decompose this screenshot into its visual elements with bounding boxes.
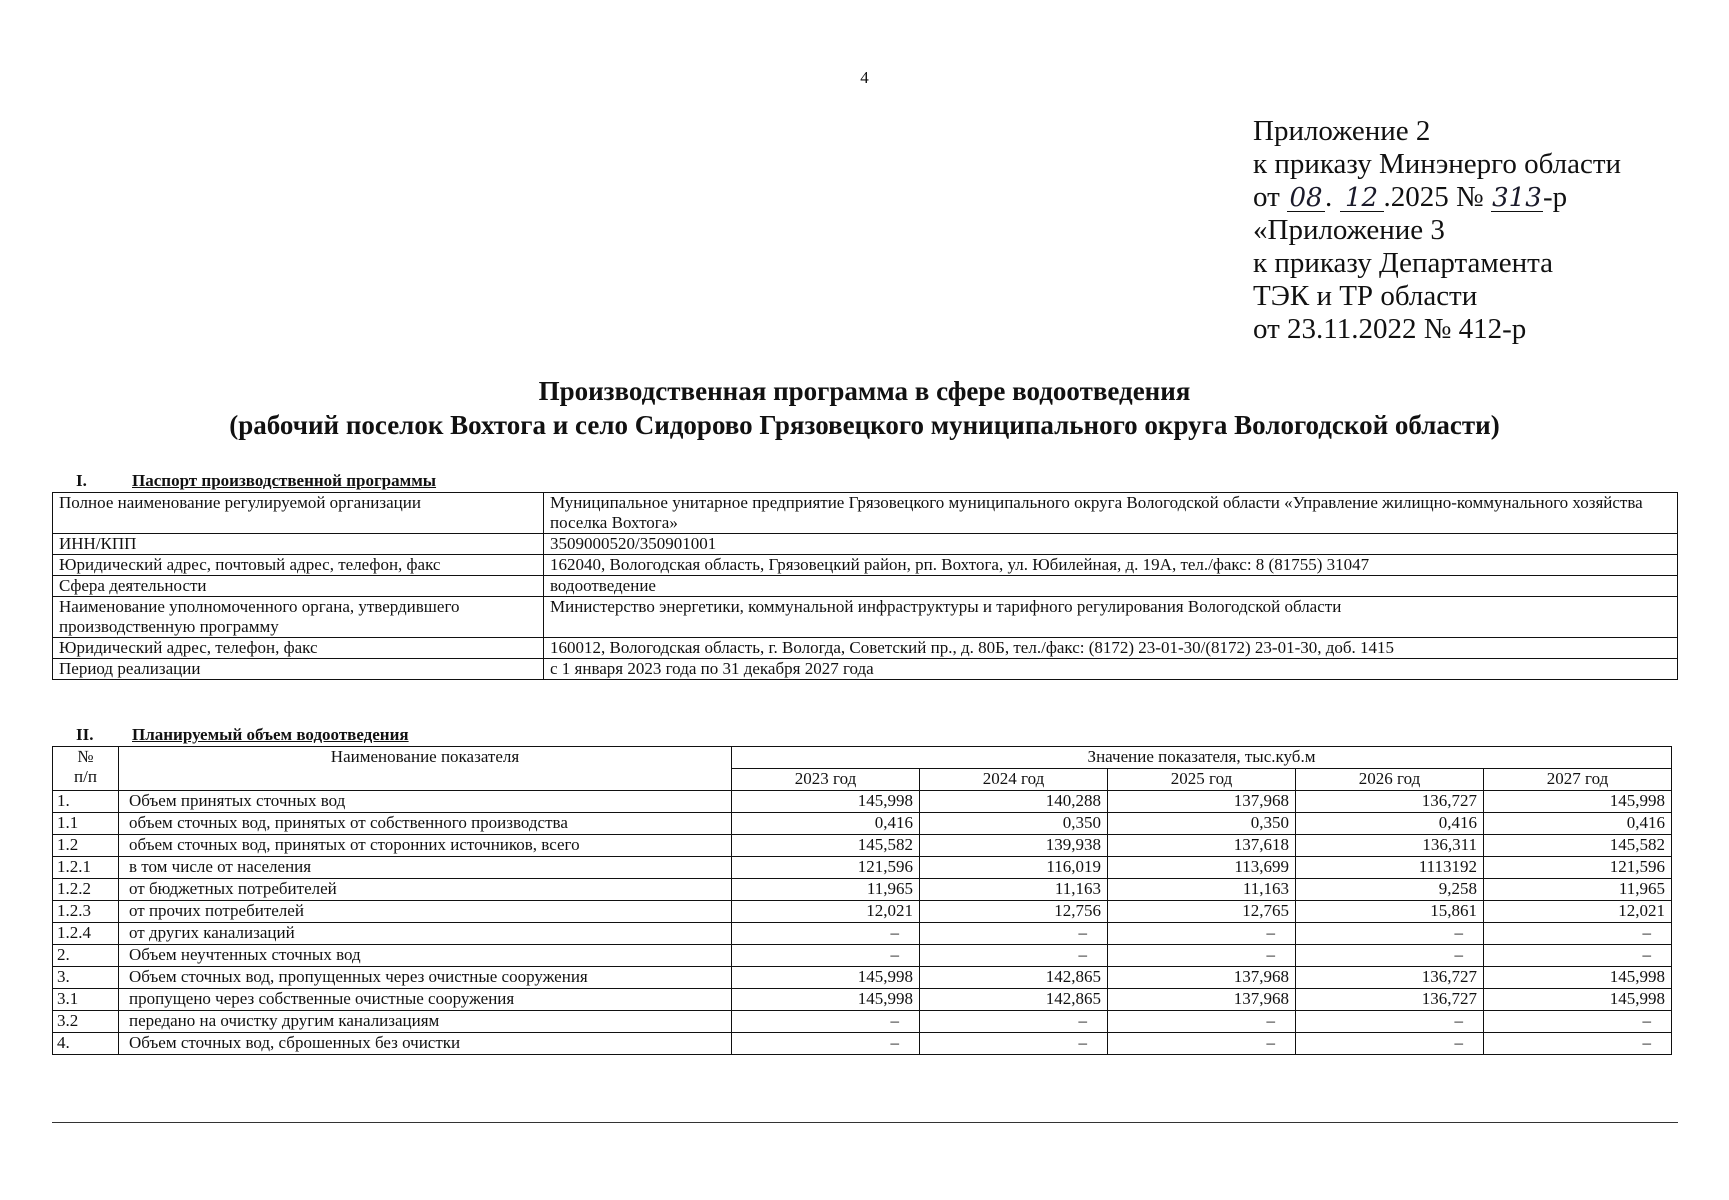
- row-indicator-name: от бюджетных потребителей: [119, 879, 732, 901]
- page-number: 4: [860, 68, 869, 87]
- header-year: 2025 год: [1108, 769, 1296, 791]
- row-number: 3.1: [53, 989, 119, 1011]
- passport-label: Сфера деятельности: [53, 576, 544, 597]
- header-year: 2024 год: [920, 769, 1108, 791]
- row-indicator-name: от прочих потребителей: [119, 901, 732, 923]
- title-line-2: (рабочий поселок Вохтога и село Сидорово Грязовецкого муниципального округа Вологодской области): [229, 410, 1500, 440]
- section-2-number: II.: [76, 725, 94, 744]
- row-number: 3.2: [53, 1011, 119, 1033]
- handwritten-month: 12: [1340, 185, 1384, 212]
- row-value: 12,021: [1484, 901, 1672, 923]
- document-title: [0, 374, 1729, 442]
- handwritten-day: 08: [1287, 185, 1325, 212]
- passport-label: Юридический адрес, телефон, факс: [53, 638, 544, 659]
- annex-block: [1253, 115, 1621, 346]
- header-year: 2026 год: [1296, 769, 1484, 791]
- passport-label: Полное наименование регулируемой организации: [53, 493, 544, 534]
- header-number: № п/п: [53, 747, 119, 791]
- row-value: –: [732, 945, 920, 967]
- row-value: –: [1296, 1011, 1484, 1033]
- row-number: 2.: [53, 945, 119, 967]
- footer-rule: [52, 1122, 1678, 1123]
- passport-value: водоотведение: [544, 576, 1678, 597]
- section-1-title: Паспорт производственной программы: [132, 471, 437, 490]
- row-value: –: [1108, 1033, 1296, 1055]
- title-line-1: Производственная программа в сфере водоотведения: [538, 376, 1191, 406]
- annex-date-sep: .: [1325, 181, 1333, 213]
- row-value: 11,163: [920, 879, 1108, 901]
- row-value: –: [1484, 1011, 1672, 1033]
- row-value: 11,965: [1484, 879, 1672, 901]
- row-value: 142,865: [920, 989, 1108, 1011]
- row-value: 0,350: [920, 813, 1108, 835]
- row-value: 145,998: [1484, 967, 1672, 989]
- passport-label: Наименование уполномоченного органа, утвердившего производственную программу: [53, 597, 544, 638]
- row-value: 11,965: [732, 879, 920, 901]
- row-indicator-name: Объем сточных вод, пропущенных через очистные сооружения: [119, 967, 732, 989]
- row-number: 1.2: [53, 835, 119, 857]
- row-value: 145,582: [1484, 835, 1672, 857]
- row-value: 136,727: [1296, 791, 1484, 813]
- row-value: 12,765: [1108, 901, 1296, 923]
- passport-row: [53, 534, 1678, 555]
- annex-number-suffix: -р: [1542, 181, 1568, 213]
- annex-line-7: от 23.11.2022 № 412-р: [1253, 313, 1527, 345]
- row-value: 140,288: [920, 791, 1108, 813]
- row-value: –: [1296, 945, 1484, 967]
- row-indicator-name: Объем неучтенных сточных вод: [119, 945, 732, 967]
- row-value: –: [1296, 923, 1484, 945]
- row-value: 145,998: [1484, 989, 1672, 1011]
- row-value: 139,938: [920, 835, 1108, 857]
- row-number: 1.: [53, 791, 119, 813]
- row-indicator-name: в том числе от населения: [119, 857, 732, 879]
- volume-table: [52, 746, 1672, 1055]
- row-value: 137,618: [1108, 835, 1296, 857]
- annex-date-prefix: от: [1253, 181, 1280, 213]
- volume-row: [53, 945, 1672, 967]
- row-value: 113,699: [1108, 857, 1296, 879]
- row-indicator-name: Объем принятых сточных вод: [119, 791, 732, 813]
- volume-row: [53, 835, 1672, 857]
- row-value: 136,311: [1296, 835, 1484, 857]
- row-value: –: [920, 923, 1108, 945]
- row-value: –: [920, 1033, 1108, 1055]
- passport-value: 162040, Вологодская область, Грязовецкий район, рп. Вохтога, ул. Юбилейная, д. 19А, тел./факс: 8 (81755) 31047: [544, 555, 1678, 576]
- row-value: –: [920, 1011, 1108, 1033]
- row-value: 121,596: [1484, 857, 1672, 879]
- passport-value: Муниципальное унитарное предприятие Грязовецкого муниципального округа Вологодской области «Управление жилищно-коммунального хозяйства поселка Вохтога»: [544, 493, 1678, 534]
- row-number: 1.2.3: [53, 901, 119, 923]
- row-value: 145,998: [732, 791, 920, 813]
- row-number: 1.1: [53, 813, 119, 835]
- row-value: 0,416: [732, 813, 920, 835]
- row-value: –: [1108, 945, 1296, 967]
- annex-date-year: .2025 №: [1383, 181, 1484, 213]
- passport-row: [53, 576, 1678, 597]
- volume-row: [53, 923, 1672, 945]
- row-value: 12,756: [920, 901, 1108, 923]
- row-value: 12,021: [732, 901, 920, 923]
- row-value: 15,861: [1296, 901, 1484, 923]
- header-year: 2027 год: [1484, 769, 1672, 791]
- passport-value: Министерство энергетики, коммунальной инфраструктуры и тарифного регулирования Вологодской области: [544, 597, 1678, 638]
- row-value: 136,727: [1296, 967, 1484, 989]
- header-indicator-name: Наименование показателя: [119, 747, 732, 791]
- annex-line-5: к приказу Департамента: [1253, 247, 1554, 279]
- volume-row: [53, 1033, 1672, 1055]
- row-number: 4.: [53, 1033, 119, 1055]
- passport-value: с 1 января 2023 года по 31 декабря 2027 года: [544, 659, 1678, 680]
- row-value: 145,998: [1484, 791, 1672, 813]
- volume-row: [53, 879, 1672, 901]
- row-number: 1.2.1: [53, 857, 119, 879]
- row-indicator-name: Объем сточных вод, сброшенных без очистки: [119, 1033, 732, 1055]
- row-value: 136,727: [1296, 989, 1484, 1011]
- passport-value: 160012, Вологодская область, г. Вологда, Советский пр., д. 80Б, тел./факс: (8172) 23-01-30/(8172) 23-01-30, доб. 1415: [544, 638, 1678, 659]
- row-value: 145,998: [732, 967, 920, 989]
- row-value: 137,968: [1108, 967, 1296, 989]
- row-value: 116,019: [920, 857, 1108, 879]
- annex-line-3: [1253, 181, 1621, 214]
- row-indicator-name: передано на очистку другим канализациям: [119, 1011, 732, 1033]
- row-value: –: [920, 945, 1108, 967]
- row-value: 137,968: [1108, 791, 1296, 813]
- passport-row: [53, 555, 1678, 576]
- row-value: 1113192: [1296, 857, 1484, 879]
- row-value: 0,350: [1108, 813, 1296, 835]
- row-value: –: [1108, 923, 1296, 945]
- header-year: 2023 год: [732, 769, 920, 791]
- row-value: –: [1484, 1033, 1672, 1055]
- annex-line-2: к приказу Минэнерго области: [1253, 148, 1622, 180]
- row-value: –: [732, 1011, 920, 1033]
- section-1-number: I.: [76, 471, 87, 490]
- volume-row: [53, 1011, 1672, 1033]
- passport-row: [53, 493, 1678, 534]
- row-number: 3.: [53, 967, 119, 989]
- section-2-heading: [76, 725, 409, 745]
- section-2-title: Планируемый объем водоотведения: [132, 725, 409, 744]
- row-value: 0,416: [1484, 813, 1672, 835]
- volume-row: [53, 791, 1672, 813]
- passport-label: Период реализации: [53, 659, 544, 680]
- passport-row: [53, 597, 1678, 638]
- passport-label: ИНН/КПП: [53, 534, 544, 555]
- row-indicator-name: объем сточных вод, принятых от сторонних источников, всего: [119, 835, 732, 857]
- volume-row: [53, 967, 1672, 989]
- header-indicator-value: Значение показателя, тыс.куб.м: [732, 747, 1672, 769]
- row-indicator-name: пропущено через собственные очистные сооружения: [119, 989, 732, 1011]
- row-value: 145,998: [732, 989, 920, 1011]
- row-number: 1.2.2: [53, 879, 119, 901]
- passport-row: [53, 638, 1678, 659]
- passport-label: Юридический адрес, почтовый адрес, телефон, факс: [53, 555, 544, 576]
- row-value: –: [1296, 1033, 1484, 1055]
- volume-row: [53, 813, 1672, 835]
- row-indicator-name: объем сточных вод, принятых от собственного производства: [119, 813, 732, 835]
- row-value: 142,865: [920, 967, 1108, 989]
- row-value: –: [1484, 923, 1672, 945]
- annex-line-6: ТЭК и ТР области: [1253, 280, 1478, 312]
- row-value: –: [732, 1033, 920, 1055]
- handwritten-order-number: 313: [1492, 183, 1542, 213]
- annex-line-1: Приложение 2: [1253, 115, 1431, 147]
- row-value: 137,968: [1108, 989, 1296, 1011]
- passport-table: [52, 492, 1678, 680]
- row-value: –: [1484, 945, 1672, 967]
- row-indicator-name: от других канализаций: [119, 923, 732, 945]
- row-value: 145,582: [732, 835, 920, 857]
- row-value: –: [1108, 1011, 1296, 1033]
- row-value: 0,416: [1296, 813, 1484, 835]
- row-value: 11,163: [1108, 879, 1296, 901]
- section-1-heading: [76, 471, 436, 491]
- row-value: 9,258: [1296, 879, 1484, 901]
- row-number: 1.2.4: [53, 923, 119, 945]
- passport-row: [53, 659, 1678, 680]
- row-value: –: [732, 923, 920, 945]
- volume-row: [53, 857, 1672, 879]
- row-value: 121,596: [732, 857, 920, 879]
- passport-value: 3509000520/350901001: [544, 534, 1678, 555]
- volume-row: [53, 901, 1672, 923]
- volume-row: [53, 989, 1672, 1011]
- annex-line-4: «Приложение 3: [1253, 214, 1445, 246]
